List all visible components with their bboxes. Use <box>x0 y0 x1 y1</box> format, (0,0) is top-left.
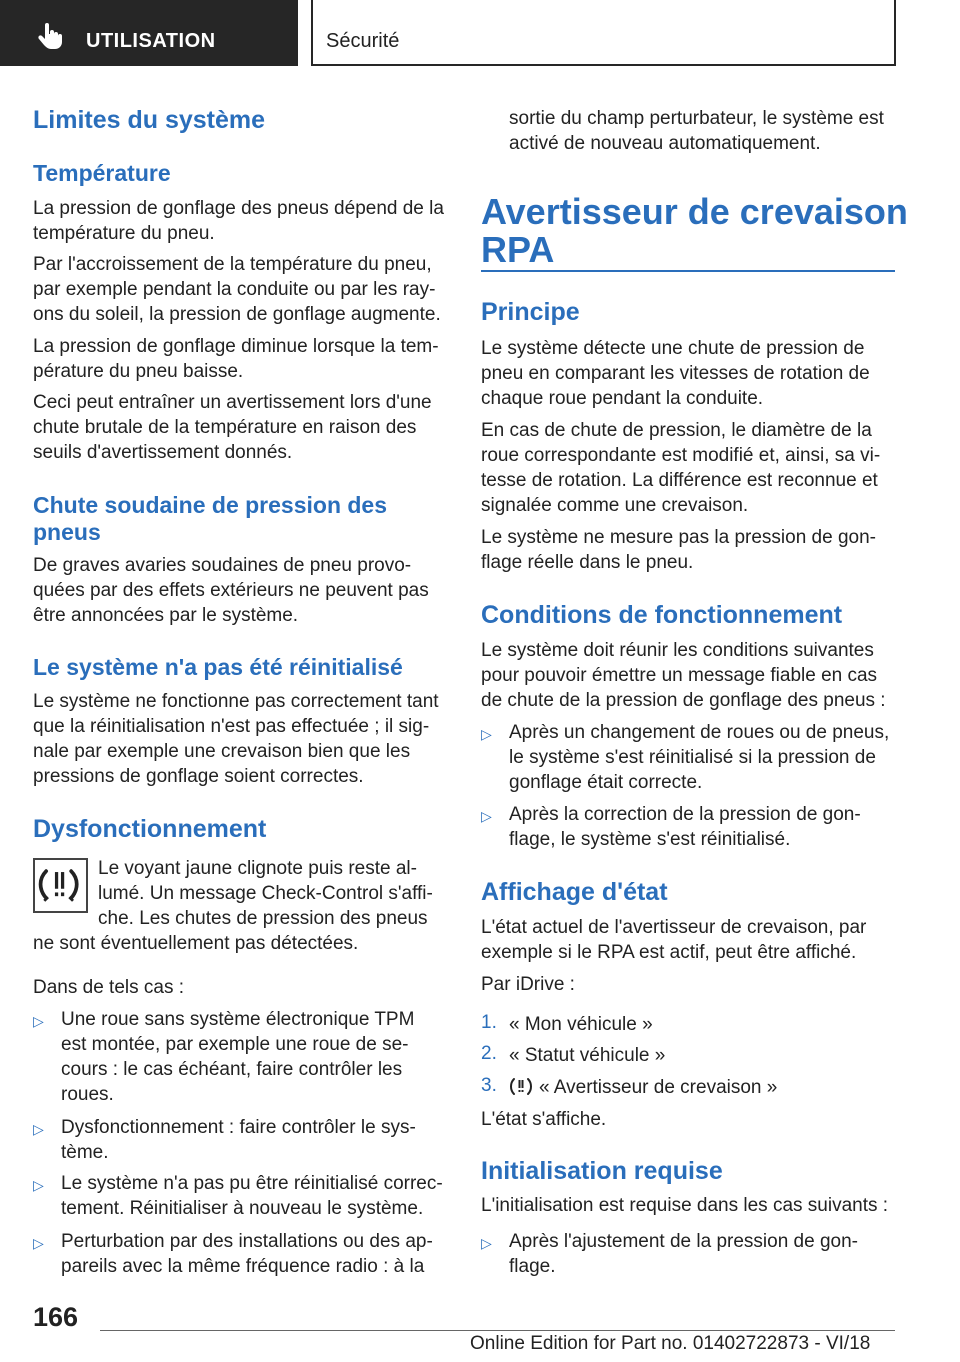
chapter-heading: Avertisseur de crevaison RPA <box>481 191 908 270</box>
footer-edition: Online Edition for Part no. 01402722873 - VI/18 <box>470 1333 871 1354</box>
list-item: Après un changement de roues ou de pneus, le système s'est réinitialisé si la pression de gonflage était correcte. <box>509 722 890 793</box>
cases-intro: Dans de tels cas : <box>33 977 185 998</box>
sudden-paragraph: De graves avaries soudaines de pneu provo- quées par des effets extérieurs ne peuvent pas être annoncées par le système. <box>33 555 429 626</box>
temp-paragraph-3: La pression de gonflage diminue lorsque la tem- pérature du pneu baisse. <box>33 336 439 382</box>
list-item: Perturbation par des installations ou des ap- pareils avec la même fréquence radio : à la <box>61 1231 433 1277</box>
heading-limits: Limites du système <box>33 106 266 134</box>
list-item: Dysfonctionnement : faire contrôler le sys- tème. <box>61 1117 416 1163</box>
tire-pressure-warning-icon <box>33 858 88 913</box>
conditions-paragraph: Le système doit réunir les conditions suivantes pour pouvoir émettre un message fiable en cas de chute de la pression de gonflage des pneus : <box>481 640 886 711</box>
section-label: Sécurité <box>326 30 400 52</box>
page-number: 166 <box>33 1302 79 1332</box>
menu-step-flat-tire-monitor[interactable]: « Avertisseur de crevaison » <box>539 1077 778 1098</box>
chapter-label: UTILISATION <box>86 30 216 52</box>
chapter-tab[interactable] <box>0 0 298 66</box>
heading-sudden-drop: Chute soudaine de pression des pneus <box>33 492 388 545</box>
bullet-icon: ▷ <box>481 808 492 824</box>
not-reset-paragraph: Le système ne fonctionne pas correctement tant que la réinitialisation n'est pas effectuée ; il sig- nale par exemple une crevaison bien que les pressions de gonflage soient correctes. <box>33 691 439 787</box>
tire-warning-small-icon <box>509 1076 533 1098</box>
list-item: Le système n'a pas pu être réinitialisé correc- tement. Réinitialiser à nouveau le système. <box>61 1173 443 1219</box>
heading-temperature: Température <box>33 160 171 186</box>
idrive-intro: Par iDrive : <box>481 974 575 995</box>
heading-not-reset: Le système n'a pas été réinitialisé <box>33 654 403 680</box>
status-paragraph: L'état actuel de l'avertisseur de crevaison, par exemple si le RPA est actif, peut être affiché. <box>481 917 867 963</box>
step-number: 2. <box>481 1043 497 1064</box>
page-header <box>0 0 960 66</box>
temp-paragraph-4: Ceci peut entraîner un avertissement lors d'une chute brutale de la température en raison des seuils d'avertissement donnés. <box>33 392 432 463</box>
list-item: Une roue sans système électronique TPM est montée, par exemple une roue de se- cours : le cas échéant, faire contrôler les roues. <box>61 1009 415 1105</box>
principle-paragraph-2: En cas de chute de pression, le diamètre de la roue correspondante est modifié et, ainsi, sa vi- tesse de rotation. La différence est reconnue et signalée comme une crevaison. <box>481 420 881 516</box>
temp-paragraph-1: La pression de gonflage des pneus dépend de la température du pneu. <box>33 198 444 244</box>
footer-divider <box>100 1330 895 1331</box>
menu-step-vehicle-status[interactable]: « Statut véhicule » <box>509 1045 666 1066</box>
malfunction-paragraph-side: Le voyant jaune clignote puis reste al- lumé. Un message Check-Control s'affi- che. Les chutes de pression des pneus <box>98 858 433 929</box>
principle-paragraph-1: Le système détecte une chute de pression de pneu en comparant les vitesses de rotation de chaque roue pendant la conduite. <box>481 338 870 409</box>
heading-init-required: Initialisation requise <box>481 1157 723 1185</box>
malfunction-paragraph-end: ne sont éventuellement pas détectées. <box>33 933 359 954</box>
heading-malfunction: Dysfonctionnement <box>33 815 267 843</box>
menu-step-my-vehicle[interactable]: « Mon véhicule » <box>509 1014 653 1035</box>
principle-paragraph-3: Le système ne mesure pas la pression de gon- flage réelle dans le pneu. <box>481 527 876 573</box>
bullet-icon: ▷ <box>481 1235 492 1251</box>
heading-conditions: Conditions de fonctionnement <box>481 601 843 629</box>
list-item: Après l'ajustement de la pression de gon- flage. <box>509 1231 858 1277</box>
temp-paragraph-2: Par l'accroissement de la température du pneu, par exemple pendant la conduite ou par les ray- ons du soleil, la pression de gonflage augmente. <box>33 254 441 325</box>
bullet-icon: ▷ <box>33 1013 44 1029</box>
step-number: 1. <box>481 1012 497 1033</box>
hand-pointer-icon <box>36 22 64 50</box>
list-item: Après la correction de la pression de gon- flage, le système s'est réinitialisé. <box>509 804 861 850</box>
section-tab[interactable] <box>311 0 896 66</box>
bullet-icon: ▷ <box>33 1121 44 1137</box>
bullet-icon: ▷ <box>33 1235 44 1251</box>
heading-status: Affichage d'état <box>481 878 668 906</box>
status-shown: L'état s'affiche. <box>481 1109 607 1130</box>
init-paragraph: L'initialisation est requise dans les cas suivants : <box>481 1195 889 1216</box>
bullet-icon: ▷ <box>481 726 492 742</box>
heading-principle: Principe <box>481 298 580 326</box>
continued-paragraph: sortie du champ perturbateur, le système est activé de nouveau automatiquement. <box>509 108 884 154</box>
step-number: 3. <box>481 1075 497 1096</box>
bullet-icon: ▷ <box>33 1177 44 1193</box>
heading-divider <box>481 270 895 272</box>
